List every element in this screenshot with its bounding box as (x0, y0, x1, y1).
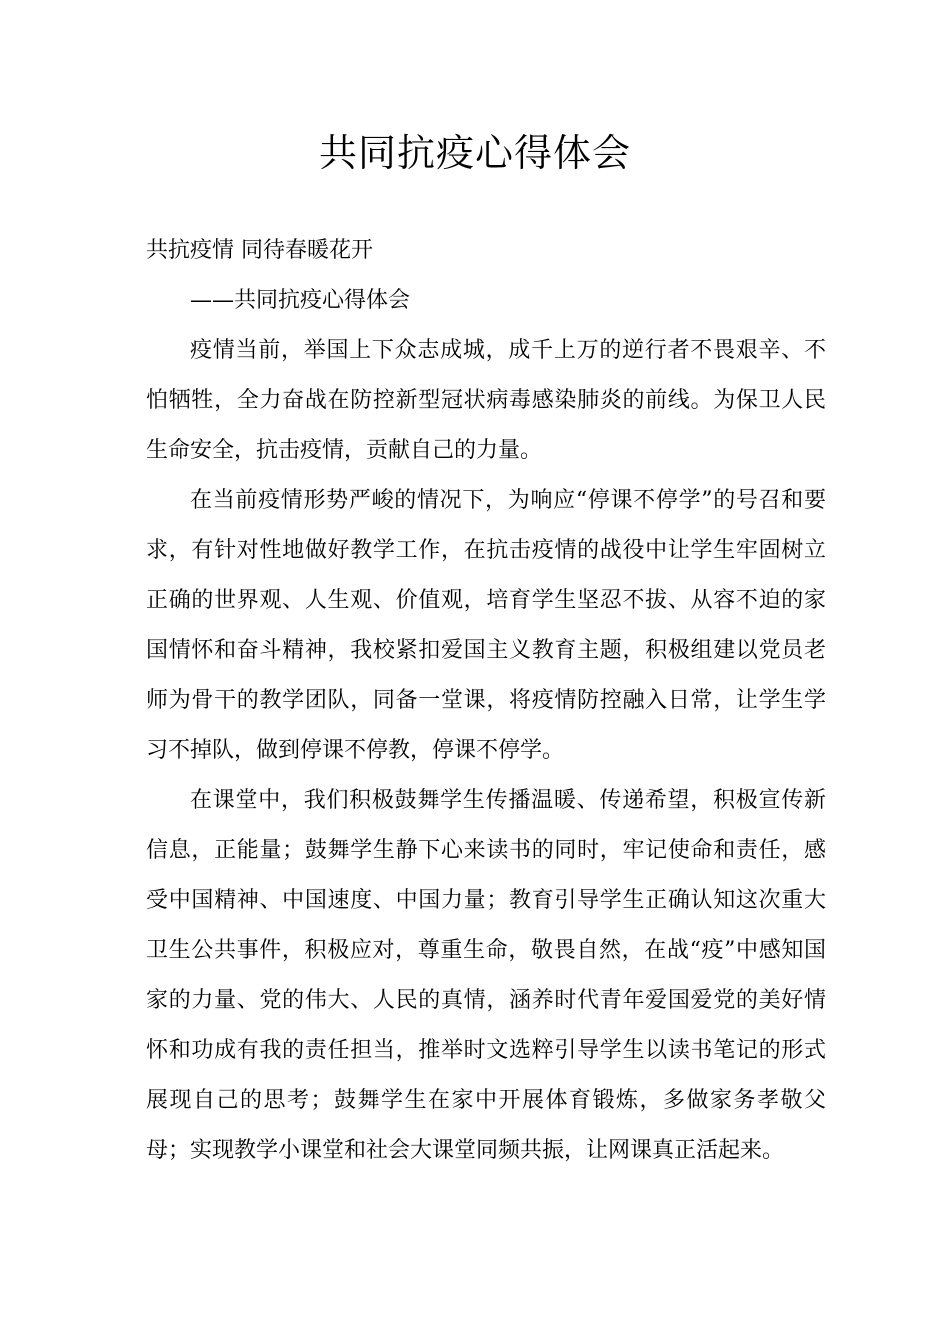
document-subtitle: 共抗疫情 同待春暖花开 (146, 238, 373, 263)
document-title: 共同抗疫心得体会 (318, 131, 631, 175)
paragraph-3: 在课堂中，我们积极鼓舞学生传播温暖、传递希望，积极宣传新信息，正能量；鼓舞学生静下心来读书的同时，牢记使命和责任，感受中国精神、中国速度、中国力量；教育引导学生正确认知这次重大卫生公共事件，积极应对，尊重生命，敬畏自然，在战“疫”中感知国家的力量、党的伟大、人民的真情，涵养时代青年爱国爱党的美好情怀和功成有我的责任担当，推举时文选粹引导学生以读书笔记的形式展现自己的思考；鼓舞学生在家中开展体育锻炼，多做家务孝敬父母；实现教学小课堂和社会大课堂同频共振，让网课真正活起来。 (146, 788, 826, 1163)
paragraph-2: 在当前疫情形势严峻的情况下，为响应“停课不停学”的号召和要求，有针对性地做好教学工作，在抗击疫情的战役中让学生牢固树立正确的世界观、人生观、价值观，培育学生坚忍不拔、从容不迫的家国情怀和奋斗精神，我校紧扣爱国主义教育主题，积极组建以党员老师为骨干的教学团队，同备一堂课，将疫情防控融入日常，让学生学习不掉队，做到停课不停教，停课不停学。 (146, 488, 826, 763)
paragraph-1: 疫情当前，举国上下众志成城，成千上万的逆行者不畏艰辛、不怕牺牲，全力奋战在防控新型冠状病毒感染肺炎的前线。为保卫人民生命安全，抗击疫情，贡献自己的力量。 (146, 338, 826, 463)
document-subheading: ——共同抗疫心得体会 (190, 288, 411, 313)
